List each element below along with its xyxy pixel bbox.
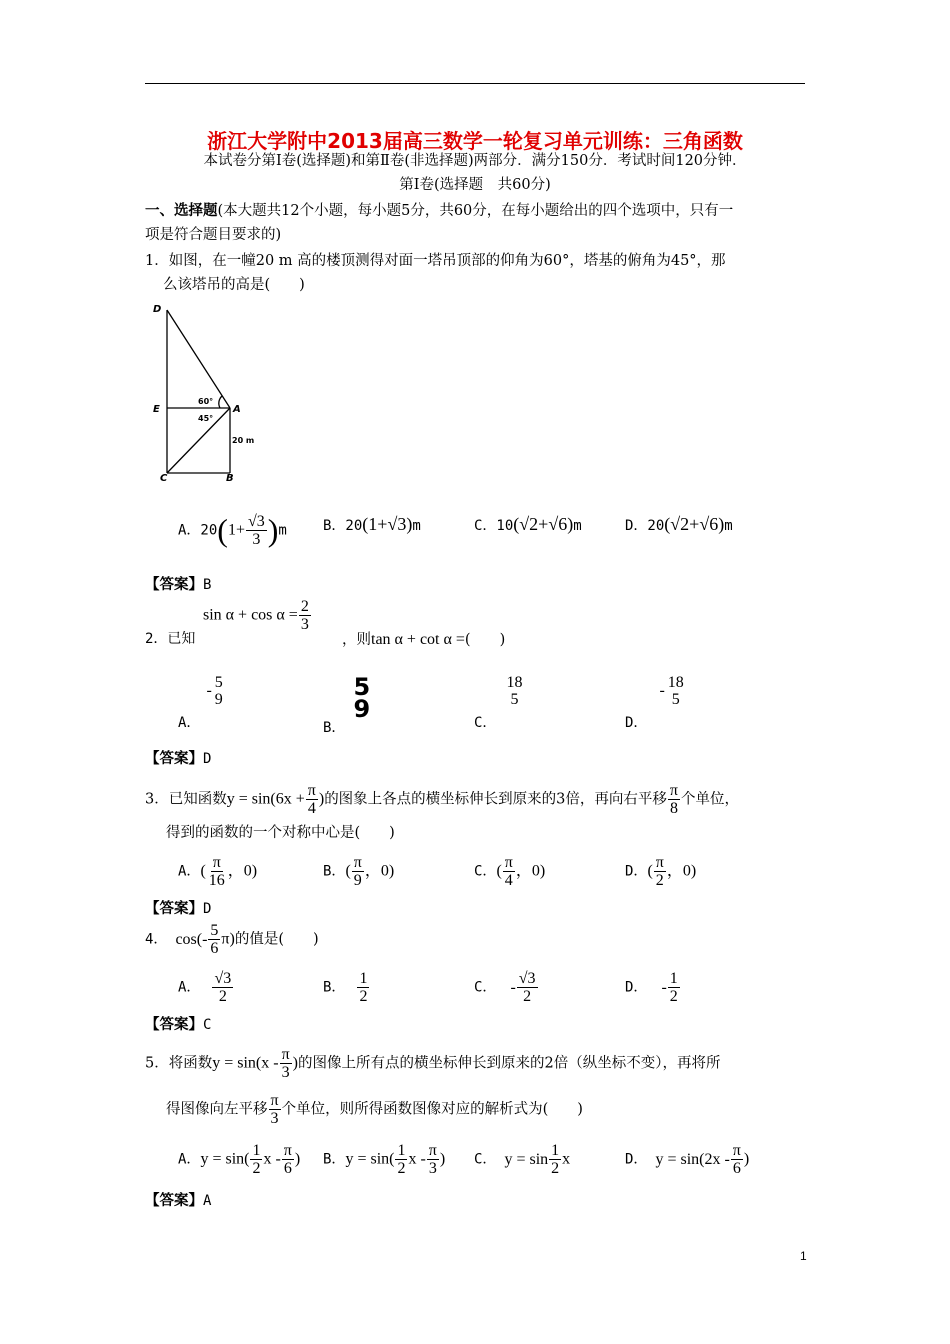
- q4-option-a[interactable]: A． $\frac{√3}{2}$: [178, 970, 232, 1005]
- label-e: E: [153, 404, 160, 415]
- label-a: A: [233, 404, 241, 415]
- q2-answer: 【答案】D: [145, 750, 212, 767]
- label-c: C: [160, 473, 168, 484]
- q2-stem: 2．已知: [145, 631, 196, 647]
- q3-option-b[interactable]: B．( $\frac{\pi}{9}$ ，0): [323, 854, 395, 889]
- header-rule: [145, 83, 805, 84]
- q2-stem-tail: ，则tan α + cot α =( ): [342, 631, 506, 648]
- q1-option-b[interactable]: B．20(1+√3)m: [323, 514, 421, 534]
- q3-line1: 3．已知函数y = sin(6x + $\frac{\pi}{4}$ )的图象上各点的横坐标伸长到原来的3倍，再向右平移 $\frac{\pi}{8}$ 个单位，: [145, 782, 739, 817]
- section-label: 一、选择题: [145, 202, 218, 219]
- q1-figure: [148, 298, 268, 486]
- q1-line1: 1．如图，在一幢20 m 高的楼顶测得对面一塔吊顶部的仰角为60°，塔基的俯角为45°，那: [145, 253, 726, 269]
- q5-option-a[interactable]: A．y = sin( $\frac{1}{2}$ x - $\frac{\pi}{6}$ ): [178, 1142, 301, 1177]
- page-title: 浙江大学附中2013届高三数学一轮复习单元训练：三角函数: [207, 129, 743, 153]
- height-label: 20 m: [232, 436, 255, 445]
- q5-line1: 5．将函数y = sin(x - $\frac{\pi}{3}$ )的图像上所有点的横坐标伸长到原来的2倍（纵坐标不变），再将所: [145, 1046, 721, 1081]
- q3-option-d[interactable]: D．( $\frac{\pi}{2}$ ，0): [625, 854, 697, 889]
- q3-option-c[interactable]: C．( $\frac{\pi}{4}$ ，0): [474, 854, 546, 889]
- label-b: B: [226, 473, 234, 484]
- q2-option-b[interactable]: B． 5 9: [323, 673, 371, 736]
- q3-option-a[interactable]: A．( $\frac{\pi}{16}$ ，0): [178, 854, 258, 889]
- intro-text: 本试卷分第Ⅰ卷(选择题)和第Ⅱ卷(非选择题)两部分．满分150分．考试时间120分钟．: [203, 153, 747, 169]
- q1-line2: 么该塔吊的高是( ): [163, 277, 305, 293]
- q5-line2: 得图像向左平移 $\frac{\pi}{3}$ 个单位，则所得函数图像对应的解析式为( ): [166, 1092, 583, 1127]
- angle-60-label: 60°: [198, 397, 214, 406]
- angle-45-label: 45°: [198, 414, 214, 423]
- q4-option-c[interactable]: C． - $\frac{√3}{2}$: [474, 970, 536, 1005]
- section-desc-2: 项是符合题目要求的): [145, 227, 282, 243]
- q1-answer: 【答案】B: [145, 576, 212, 593]
- page-number: 1: [800, 1249, 807, 1263]
- q4-answer: 【答案】C: [145, 1016, 212, 1033]
- elevation-line: [167, 310, 230, 408]
- q3-answer: 【答案】D: [145, 900, 212, 917]
- q4-option-b[interactable]: B． $\frac{1}{2}$: [323, 970, 368, 1005]
- q5-option-b[interactable]: B．y = sin( $\frac{1}{2}$ x - $\frac{\pi}{3}$ ): [323, 1142, 446, 1177]
- q4-stem: 4． cos(- $\frac{5}{6}$ π)的值是( ): [145, 922, 319, 957]
- q2-option-c[interactable]: C． 18 5: [474, 674, 523, 731]
- q3-line2: 得到的函数的一个对称中心是( ): [166, 825, 395, 841]
- q4-option-d[interactable]: D． - $\frac{1}{2}$: [625, 970, 678, 1005]
- section-header: [145, 202, 733, 220]
- section-desc-1: (本大题共12个小题，每小题5分，共60分，在每小题给出的四个选项中，只有一: [217, 203, 734, 219]
- q5-answer: 【答案】A: [145, 1192, 212, 1209]
- q1-option-c[interactable]: C．10(√2+√6)m: [474, 514, 582, 534]
- label-d: D: [153, 304, 162, 315]
- q5-option-d[interactable]: D． y = sin(2x - $\frac{\pi}{6}$ ): [625, 1142, 750, 1177]
- q2-condition: sin α + cos α = $\frac{2}{3}$: [203, 598, 309, 633]
- part1-heading: 第Ⅰ卷(选择题 共60分): [399, 177, 551, 193]
- q2-option-a[interactable]: A．- 5 9: [178, 674, 223, 731]
- q1-option-d[interactable]: D．20(√2+√6)m: [625, 514, 733, 534]
- q2-option-d[interactable]: D．- 18 5: [625, 674, 684, 731]
- q5-option-c[interactable]: C． y = sin $\frac{1}{2}$ x: [474, 1142, 571, 1177]
- q1-option-a[interactable]: A．20(1+ $\frac{√3}{3}$ )m: [178, 512, 287, 548]
- angle-arc-60: [219, 396, 222, 408]
